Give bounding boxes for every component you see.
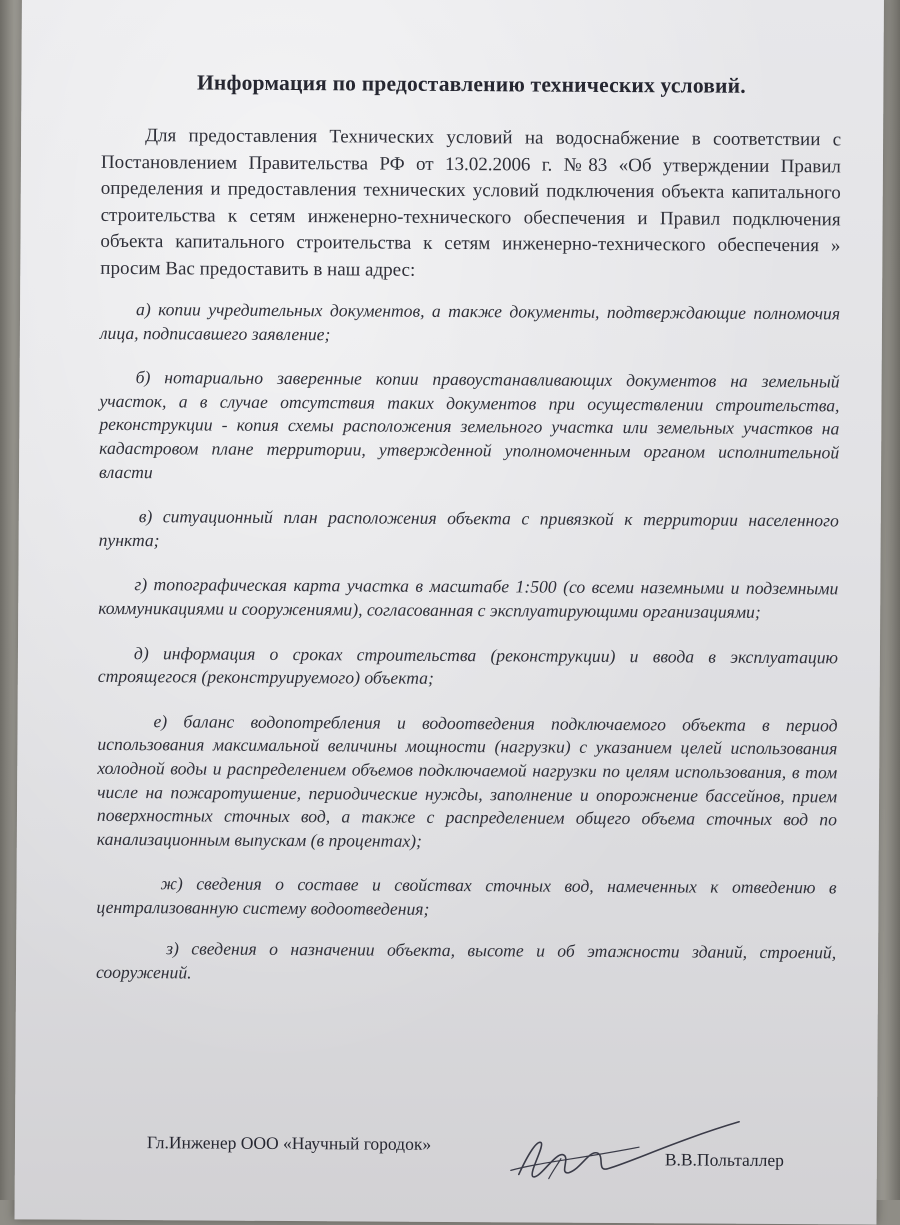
requirements-list [96, 298, 840, 989]
signer-position: Гл.Инженер ООО «Научный городок» [146, 1132, 432, 1154]
signer-name: В.В.Польталлер [664, 1149, 785, 1171]
list-item-b: б) нотариально заверенные копии правоустанавливающих документов на земельный участок, а в случае отсутствия таких документов при осуществлении строительства, реконструкции - копия схемы расположения земельного участка или земельных участков на кадастровом плане территории, утвержденной уполномоченным органом исполнительной власти [99, 367, 840, 482]
paper-sheet [14, 0, 883, 1225]
list-item-v: в) ситуационный план расположения объекта с привязкой к территории населенного пункта; [98, 506, 839, 550]
list-item-g: г) топографическая карта участка в масштабе 1:500 (со всеми наземными и подземными коммуникациями и сооружениями), согласованная с эксплуатирующими организациями; [98, 574, 839, 622]
list-item-zh: ж) сведения о составе и свойствах сточных вод, намеченных к отведению в централизованную систему водоотведения; [96, 873, 837, 919]
document-title: Информация по предоставлению технических условий. [196, 70, 746, 98]
list-item-e: е) баланс водопотребления и водоотведения подключаемого объекта в период использования максимальной величины мощности (нагрузки) с указанием целей использования холодной воды и распределением объемов подключаемой нагрузки по целям использования, в том числе на пожаротушение, периодические нужды, заполнение и опорожнение бассейнов, прием поверхностных сточных вод, а также с распределением общего объема сточных вод по канализационным выпускам (в процентах); [96, 710, 838, 851]
document-body [96, 70, 842, 1010]
list-item-d: д) информация о сроках строительства (реконструкции) и ввода в эксплуатацию строящегося (реконструируемого) объекта; [97, 642, 839, 689]
intro-paragraph: Для предоставления Технических условий на водоснабжение в соответствии с Постановлением Правительства РФ от 13.02.2006 г. №83 «Об утверждении Правил определения и предоставления технических условий подключения объекта капитального строительства к сетям инженерно-технического обеспечения и Правил подключения объекта капитального строительства к сетям инженерно-технического обеспечения » просим Вас предоставить в наш адрес: [100, 125, 842, 281]
list-item-z: з) сведения о назначении объекта, высоте и об этажности зданий, строений, сооружений. [95, 938, 837, 983]
list-item-a: а) копии учредительных документов, а также документы, подтверждающие полномочия лица, подписавшего заявление; [99, 299, 841, 344]
signature-block [15, 1121, 877, 1186]
